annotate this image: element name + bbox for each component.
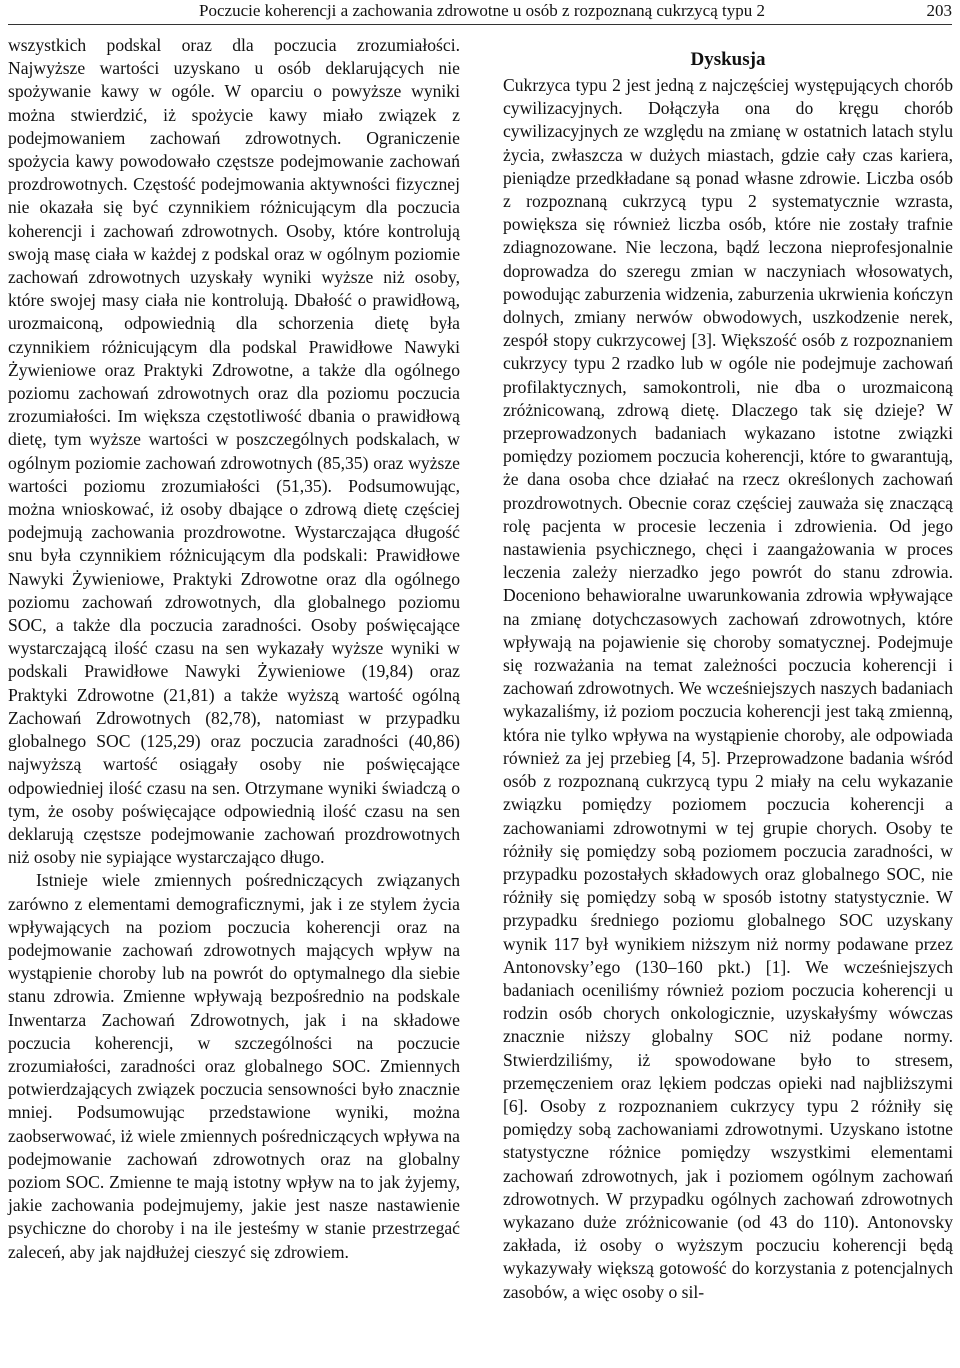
body-paragraph: Cukrzyca typu 2 jest jedną z najczęściej występujących chorób cywilizacyjnych. Dołączyła ona do kręgu chorób cywilizacyjnych ze względu na zmianę w ostatnich latach stylu życia, zwłaszcza w dużych miastach, gdzie cały czas kariera, pieniądze przedkładane są ponad własne zdrowie. Liczba osób z rozpoznaną cukrzycą typu 2 systematycznie wzrasta, powiększa się również liczba osób, które nie zostały trafnie zdiagnozowane. Nie leczona, bądź leczona nieprofesjonalnie doprowadza do szeregu zmian w naczyniach włosowatych, powodując zaburzenia widzenia, zaburzenia ukrwienia kończyn dolnych, zmiany nerwów obwodowych, uszkodzenie nerek, zespół stopy cukrzycowej [3]. Większość osób z rozpoznaniem cukrzycy typu 2 rzadko lub w ogóle nie podejmuje zachowań profilaktycznych, samokontroli, nie dba o urozmaiconą zróżnicowaną, zdrową dietę. Dlaczego tak się dzieje? W przeprowadzonych badaniach wykazano istotne związki pomiędzy poziomem poczucia koherencji, które to gwarantują, że dana osoba chce działać na rzecz określonych zachowań prozdrowotnych. Obecnie coraz częściej zauważa się znaczącą rolę pacjenta w procesie leczenia i zdrowienia. Od jego nastawienia psychicznego, chęci i zaangażowania w proces leczenia zależy nierzadko jego powrót do stanu zdrowia. Doceniono behawioralne uwarunkowania zdrowia wpływające na zmianę dotychczasowych zachowań zdrowotnych, które wpływają na pojawienie się choroby somatycznej. Podejmuje się rozważania na temat zależności poczucia koherencji i zachowań zdrowotnych. We wcześniejszych naszych badaniach wykazaliśmy, iż poziom poczucia koherencji jest taką zmienną, która nie tylko wpływa na wystąpienie choroby, ale odpowiada również za jej przebieg [4, 5]. Przeprowadzone badania wśród osób z rozpoznaną cukrzycą typu 2 miały na celu wykazanie związku pomiędzy poziomem poczucia koherencji a zachowaniami zdrowotnymi w tej grupie chorych. Osoby te różniły się pomiędzy sobą poziomem poczucia zaradności, w przypadku pozostałych składowych oraz globalnego SOC, nie różniły się pomiędzy sobą w sposób istotny statystycznie. W przypadku średniego poziomu globalnego SOC uzyskany wynik 117 był wynikiem niższym niż normy podawane przez Antonovsky’ego (130–160 pkt.) [1]. We wcześniejszych badaniach oceniliśmy również poziom poczucia koherencji u rodzin osób chorych onkologicznie, uzyskałyśmy wówczas znacznie niższy globalny SOC niż podane normy. Stwierdziliśmy, iż spowodowane było to stresem, przemęczeniem oraz lękiem podczas opieki nad najbliższymi [6]. Osoby z rozpoznaniem cukrzycy typu 2 różniły się pomiędzy sobą zachowaniami zdrowotnymi. Uzyskano istotne statystyczne różnice pomiędzy wszystkimi elementami zachowań zdrowotnych, jak i poziomem ogólnym zachowań zdrowotnych. W przypadku ogólnych zachowań zdrowotnych wykazano duże zróżnicowanie (od 43 do 110). Antonovsky zakłada, iż osoby o wyższym poczuciu koherencji będą wykazywały większą gotowość do korzystania z potencjalnych zasobów, a więc osoby o sil- bbox=[503, 75, 953, 1302]
running-header bbox=[0, 0, 960, 30]
right-column bbox=[503, 34, 953, 1304]
left-column bbox=[8, 34, 460, 1264]
header-rule bbox=[8, 24, 952, 25]
body-paragraph: wszystkich podskal oraz dla poczucia zrozumiałości. Najwyższe wartości uzyskano u osób deklarujących nie spożywanie kawy w ogóle. W oparciu o powyższe wyniki można stwierdzić, iż spożycie kawy miało związek z podejmowaniem zachowań zdrowotnych. Ograniczenie spożycia kawy powodowało częstsze podejmowanie zachowań prozdrowotnych. Częstość podejmowania aktywności fizycznej nie okazała się być czynnikiem różnicującym dla poczucia koherencji i zachowań zdrowotnych. Osoby, które kontrolują swoją masę ciała w każdej z podskal oraz w ogólnym poziomie zachowań zdrowotnych uzyskały wyniki wyższe niż osoby, które swojej masy ciała nie kontrolują. Dbałość o prawidłową, urozmaiconą, odpowiednią dla schorzenia dietę była czynnikiem różnicującym dla podskal Prawidłowe Nawyki Żywieniowe oraz Praktyki Zdrowotne, a także dla ogólnego poziomu zachowań zdrowotnych oraz dla poziomu poczucia zrozumiałości. Im większa częstotliwość dbania o prawidłową dietę, tym wyższe wartości w poszczególnych podskalach, w ogólnym poziomie zachowań zdrowotnych (85,35) oraz wyższe wartości poziomu zrozumiałości (51,35). Podsumowując, można wnioskować, iż osoby dbające o zdrową dietę częściej podejmują zachowania prozdrowotne. Wystarczająca długość snu była czynnikiem różnicującym dla podskali: Prawidłowe Nawyki Żywieniowe, Praktyki Zdrowotne oraz dla ogólnego poziomu zachowań zdrowotnych, dla globalnego poziomu SOC, a także dla poczucia zaradności. Osoby poświęcające wystarczającą ilość czasu na sen wykazały wyższe wyniki w podskali Prawidłowe Nawyki Żywieniowe (19,84) oraz Praktyki Zdrowotne (21,81) a także wyższą wartość ogólną Zachowań Zdrowotnych (82,78), natomiast w przypadku globalnego SOC (125,29) oraz poczucia zaradności (40,86) najwyższą wartość osiągały osoby nie poświęcające odpowiedniej ilość czasu na sen. Otrzymane wyniki świadczą o tym, że osoby poświęcające odpowiednią ilość czasu na sen deklarują częstsze podejmowanie zachowań prozdrowotnych niż osoby nie sypiające wystarczająco długo. bbox=[8, 35, 460, 868]
body-paragraph: Istnieje wiele zmiennych pośredniczących związanych zarówno z elementami demograficznymi, jak i ze stylem życia wpływających na poziom poczucia koherencji oraz na podejmowanie zachowań zdrowotnych mających wpływ na wystąpienie choroby lub na powrót do optymalnego dla siebie stanu zdrowia. Zmienne wpływają bezpośrednio na podskale Inwentarza Zachowań Zdrowotnych, jak i na składowe poczucia koherencji, w szczególności na poczucie zrozumiałości, zaradności oraz globalnego SOC. Zmiennych potwierdzających związek poczucia sensowności było znacznie mniej. Podsumowując przedstawione wyniki, można zaobserwować, iż wiele zmiennych pośredniczących wpływa na podejmowanie zachowań zdrowotnych oraz na globalny poziom SOC. Zmienne te mają istotny wpływ na to jak żyjemy, jakie zachowania podejmujemy, jakie jest nasze nastawienie psychiczne do choroby i na ile jesteśmy w stanie przestrzegać zaleceń, aby jak najdłużej cieszyć się zdrowiem. bbox=[8, 870, 460, 1262]
running-title: Poczucie koherencji a zachowania zdrowotne u osób z rozpoznaną cukrzycą typu 2 bbox=[199, 1, 765, 20]
page-number: 203 bbox=[926, 1, 952, 20]
section-heading-dyskusja: Dyskusja bbox=[690, 49, 766, 70]
